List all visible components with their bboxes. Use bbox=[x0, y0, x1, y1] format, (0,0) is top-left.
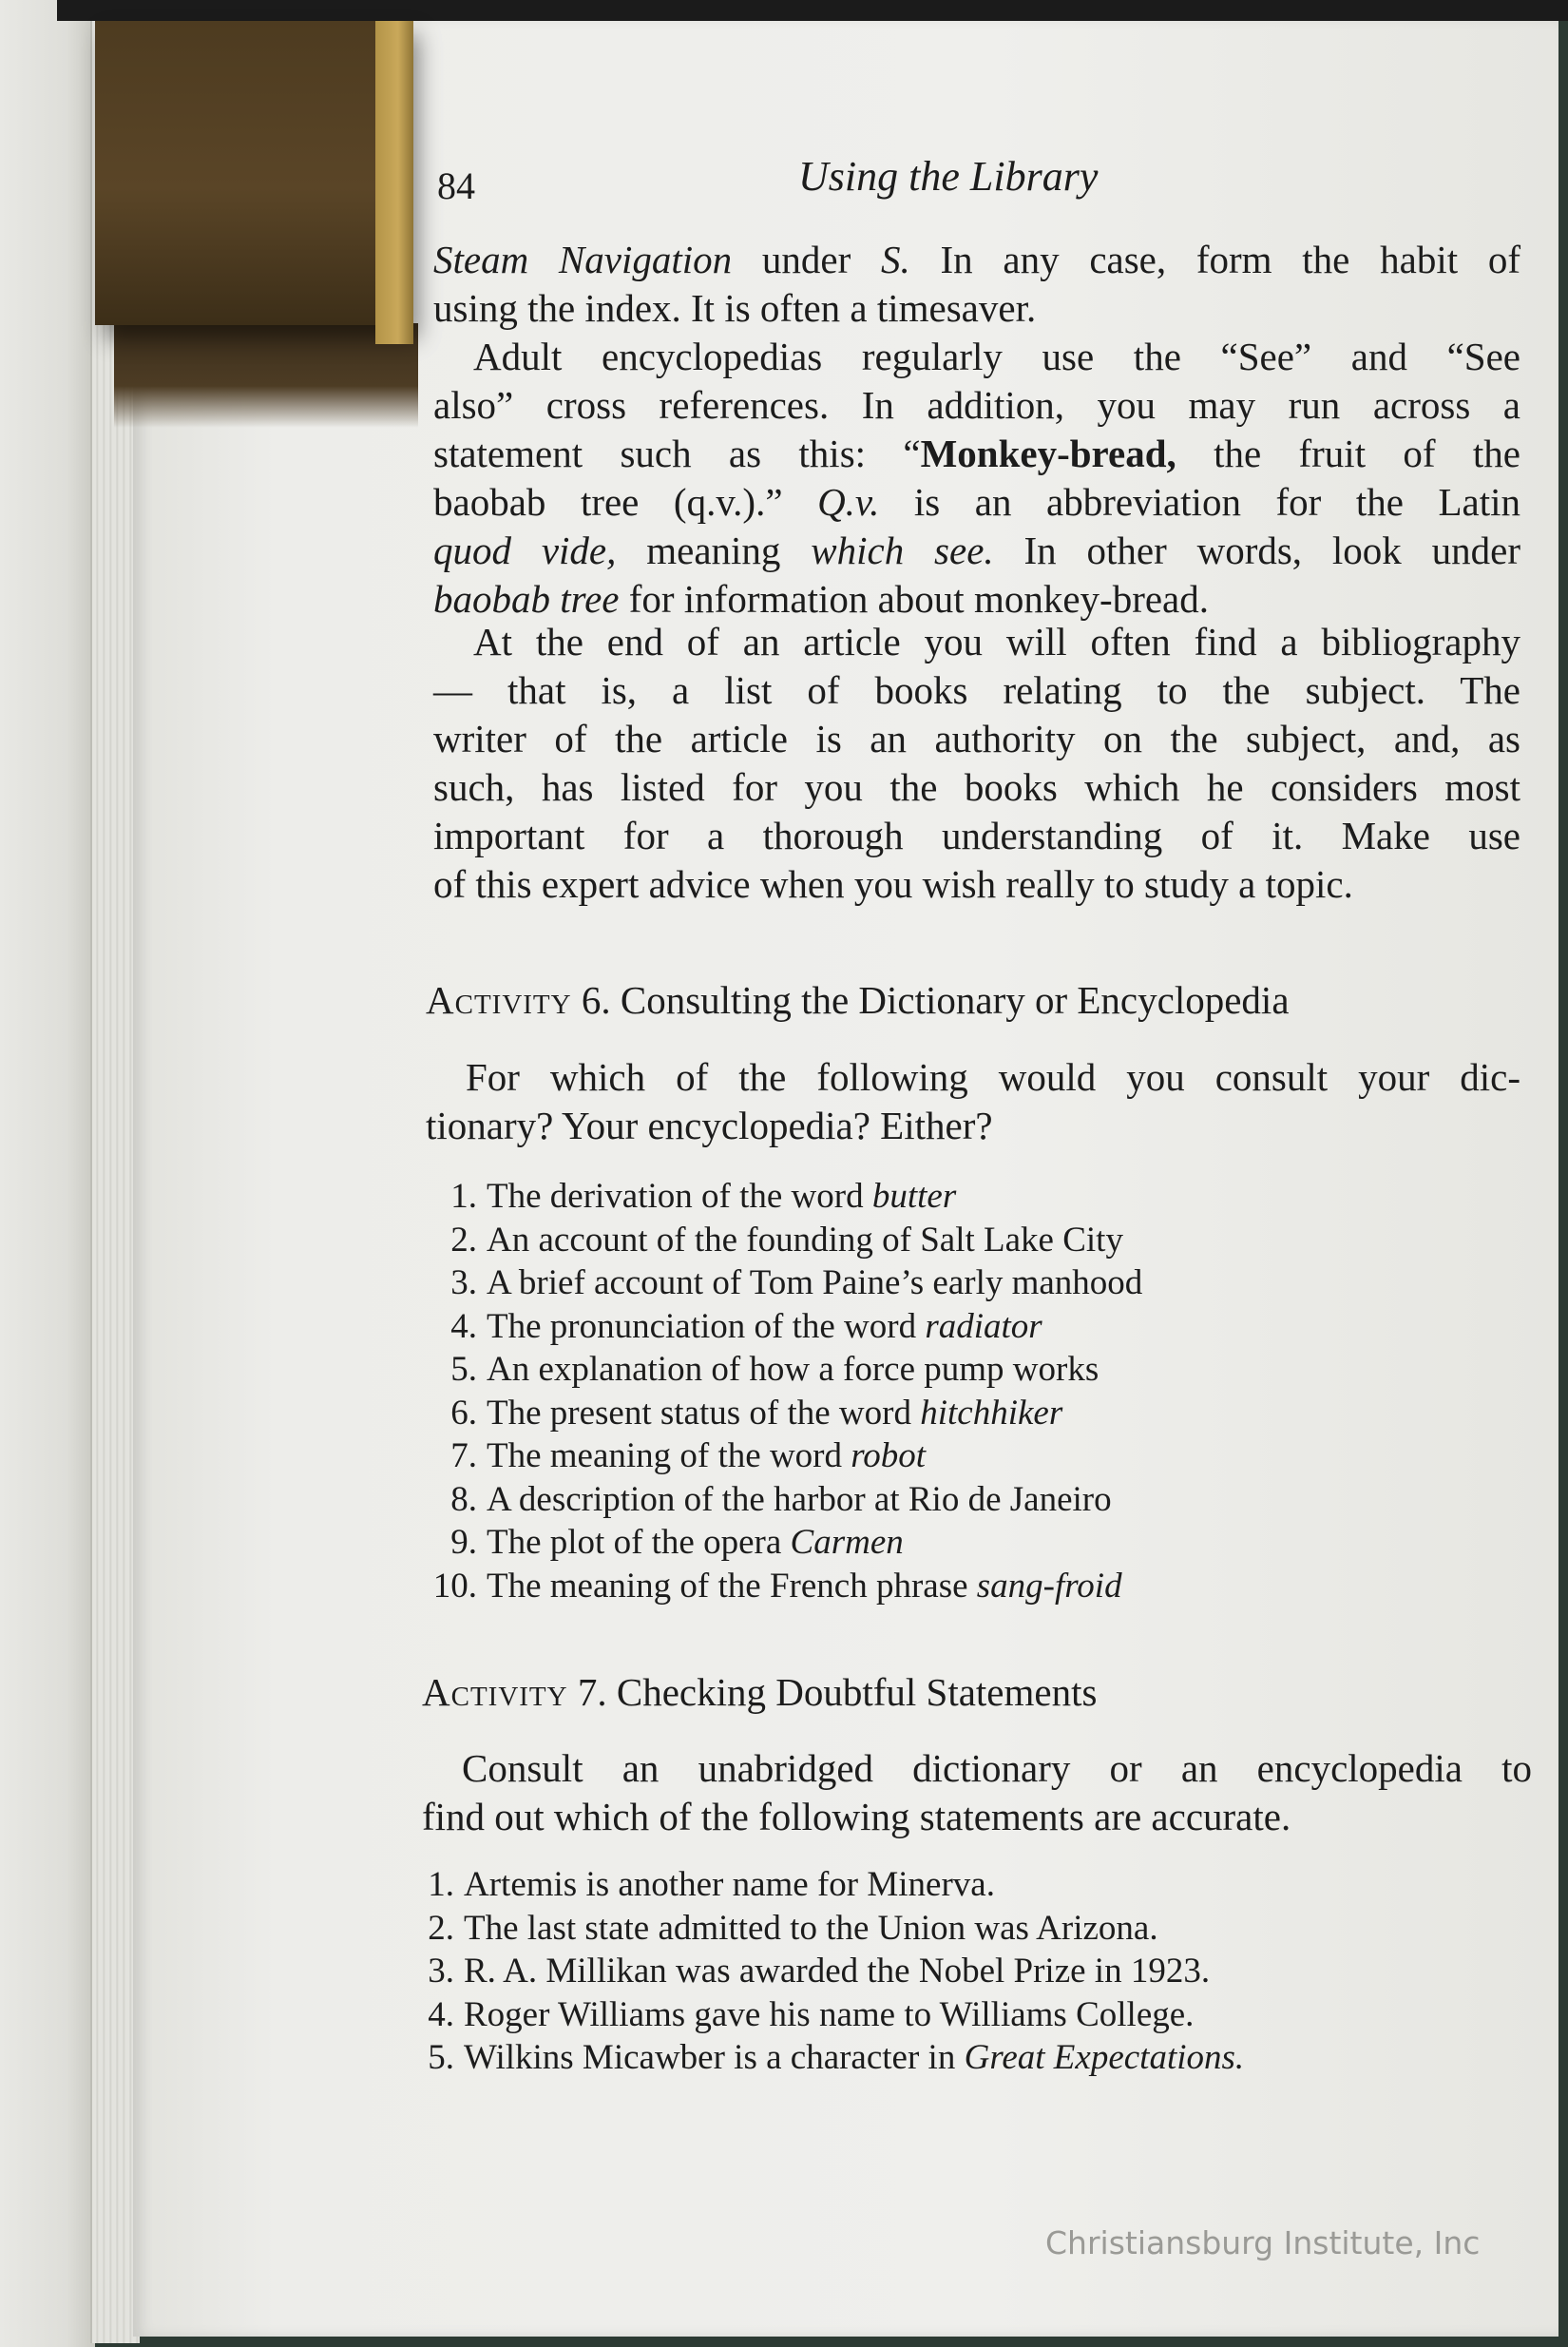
list-item-italic: butter bbox=[871, 1177, 957, 1216]
top-shadow bbox=[57, 0, 1568, 21]
list-item-text: Wilkins Micawber is a character in bbox=[464, 2038, 965, 2077]
activity-title: Checking Doubtful Statements bbox=[616, 1670, 1098, 1714]
list-item-text: The meaning of the word bbox=[487, 1436, 851, 1475]
text-run: the fruit of the bbox=[1176, 432, 1520, 475]
list-item-number: 2. bbox=[428, 1908, 454, 1948]
list-item-italic: radiator bbox=[925, 1306, 1042, 1346]
paragraph-line: such, has listed for you the books which he considers most bbox=[433, 765, 1520, 809]
list-item-italic: Great Expectations. bbox=[964, 2038, 1245, 2077]
list-item-italic: Carmen bbox=[790, 1523, 904, 1562]
bookmark-shadow bbox=[114, 323, 418, 428]
list-item-text: The derivation of the word bbox=[487, 1177, 872, 1216]
running-head: Using the Library bbox=[798, 153, 1099, 200]
list-item-number: 3. bbox=[450, 1263, 477, 1302]
text-run: is an abbreviation for the Latin bbox=[879, 480, 1520, 524]
paragraph-line: important for a thorough understanding of it. Make use bbox=[433, 814, 1520, 857]
list-item-text: The present status of the word bbox=[487, 1393, 921, 1433]
paragraph-line bbox=[433, 236, 1520, 284]
text-run: meaning bbox=[616, 529, 812, 572]
list-item-number: 3. bbox=[428, 1952, 454, 1991]
list-item bbox=[418, 1993, 1244, 2037]
list-item-number: 5. bbox=[428, 2038, 454, 2077]
activity-number: 7. bbox=[567, 1670, 617, 1714]
paragraph-line bbox=[433, 575, 1520, 624]
paragraph-line bbox=[433, 527, 1520, 575]
list-item bbox=[424, 1261, 1142, 1305]
list-item-text: The last state admitted to the Union was Arizona. bbox=[464, 1908, 1158, 1948]
paragraph-line: Adult encyclopedias regularly use the “See” and “See bbox=[473, 335, 1520, 378]
list-item-number: 1. bbox=[428, 1865, 454, 1904]
paragraph-line bbox=[433, 478, 1520, 527]
list-item bbox=[424, 1305, 1142, 1349]
list-item-text: R. A. Millikan was awarded the Nobel Prize in 1923. bbox=[464, 1952, 1211, 1991]
list-item-number: 7. bbox=[450, 1436, 477, 1475]
list-item bbox=[418, 1863, 1244, 1907]
text-run: In other words, look under bbox=[993, 529, 1520, 572]
list-item-number: 8. bbox=[450, 1479, 477, 1519]
activity-number: 6. bbox=[571, 978, 621, 1022]
bold-term: Monkey-bread, bbox=[920, 432, 1176, 475]
list-item-text: The plot of the opera bbox=[487, 1523, 791, 1562]
activity-label: Activity bbox=[422, 1670, 568, 1714]
watermark: Christiansburg Institute, Inc bbox=[1045, 2224, 1481, 2261]
italic-term: Q.v. bbox=[817, 480, 880, 524]
list-item-number: 6. bbox=[450, 1393, 477, 1433]
paragraph-line: writer of the article is an authority on the subject, and, as bbox=[433, 717, 1520, 760]
italic-term: baobab tree bbox=[433, 577, 620, 621]
page-number: 84 bbox=[437, 164, 475, 207]
activity-title: Consulting the Dictionary or Encyclopedia bbox=[620, 978, 1290, 1022]
paragraph-line: Consult an unabridged dictionary or an encyclopedia to bbox=[462, 1746, 1532, 1790]
bookmark-fold bbox=[375, 21, 413, 344]
activity-7-intro bbox=[422, 1744, 1532, 1841]
list-item-number: 2. bbox=[450, 1220, 477, 1260]
list-item bbox=[418, 1950, 1244, 1993]
italic-term: quod vide, bbox=[433, 529, 617, 572]
activity-6-heading bbox=[426, 977, 1290, 1023]
list-item-number: 5. bbox=[450, 1350, 477, 1389]
text-run: In any case, form the habit of bbox=[909, 238, 1520, 281]
activity-7-list bbox=[418, 1863, 1244, 2080]
paragraph-line: At the end of an article you will often find a bibliography bbox=[473, 620, 1520, 664]
list-item-italic: hitchhiker bbox=[920, 1393, 1063, 1433]
list-item-text: Roger Williams gave his name to Williams College. bbox=[464, 1994, 1195, 2034]
paragraph-line: of this expert advice when you wish really to study a topic. bbox=[433, 862, 1353, 906]
paragraph-line: For which of the following would you consult your dic- bbox=[466, 1055, 1520, 1099]
list-item bbox=[424, 1565, 1142, 1608]
paragraph-line: find out which of the following statements are accurate. bbox=[422, 1795, 1291, 1838]
activity-6-intro bbox=[426, 1053, 1520, 1150]
italic-term: Steam Navigation bbox=[433, 238, 733, 281]
text-run: for information about monkey-bread. bbox=[619, 577, 1209, 621]
paragraph-line: tionary? Your encyclopedia? Either? bbox=[426, 1104, 993, 1147]
activity-6-list bbox=[424, 1175, 1142, 1607]
italic-term: S. bbox=[881, 238, 910, 281]
list-item-number: 1. bbox=[450, 1177, 477, 1216]
list-item-text: The meaning of the French phrase bbox=[487, 1566, 977, 1606]
paragraph-line: also” cross references. In addition, you may run across a bbox=[433, 383, 1520, 427]
list-item bbox=[418, 2036, 1244, 2080]
book-cover-edge bbox=[0, 0, 95, 2347]
list-item bbox=[424, 1521, 1142, 1565]
list-item bbox=[424, 1175, 1142, 1219]
list-item-text: A description of the harbor at Rio de Janeiro bbox=[487, 1479, 1112, 1519]
list-item bbox=[418, 1907, 1244, 1951]
paragraph-3 bbox=[433, 618, 1520, 909]
paper-bookmark bbox=[95, 21, 409, 325]
paragraph-2 bbox=[433, 333, 1520, 624]
list-item-number: 4. bbox=[428, 1994, 454, 2034]
list-item bbox=[424, 1392, 1142, 1435]
list-item-italic: robot bbox=[851, 1436, 927, 1475]
paragraph-line: using the index. It is often a timesaver. bbox=[433, 286, 1037, 330]
list-item-number: 10. bbox=[432, 1566, 477, 1606]
list-item-text: Artemis is another name for Minerva. bbox=[464, 1865, 995, 1904]
list-item-text: The pronunciation of the word bbox=[487, 1306, 926, 1346]
list-item bbox=[424, 1434, 1142, 1478]
activity-label: Activity bbox=[426, 978, 572, 1022]
list-item-text: An account of the founding of Salt Lake City bbox=[487, 1220, 1123, 1260]
activity-7-heading bbox=[422, 1669, 1097, 1715]
list-item-number: 4. bbox=[450, 1306, 477, 1346]
list-item bbox=[424, 1219, 1142, 1262]
paragraph-line: — that is, a list of books relating to the subject. The bbox=[433, 668, 1520, 712]
italic-term: which see. bbox=[811, 529, 994, 572]
paragraph-1 bbox=[433, 236, 1520, 333]
text-run: statement such as this: “ bbox=[433, 432, 921, 475]
text-run: baobab tree (q.v.).” bbox=[433, 480, 818, 524]
list-item bbox=[424, 1478, 1142, 1522]
list-item-italic: sang-froid bbox=[976, 1566, 1122, 1606]
text-run: under bbox=[732, 238, 881, 281]
paragraph-line bbox=[433, 430, 1520, 478]
list-item-text: An explanation of how a force pump works bbox=[487, 1350, 1100, 1389]
list-item-text: A brief account of Tom Paine’s early manhood bbox=[487, 1263, 1143, 1302]
list-item bbox=[424, 1348, 1142, 1392]
list-item-number: 9. bbox=[450, 1523, 477, 1562]
